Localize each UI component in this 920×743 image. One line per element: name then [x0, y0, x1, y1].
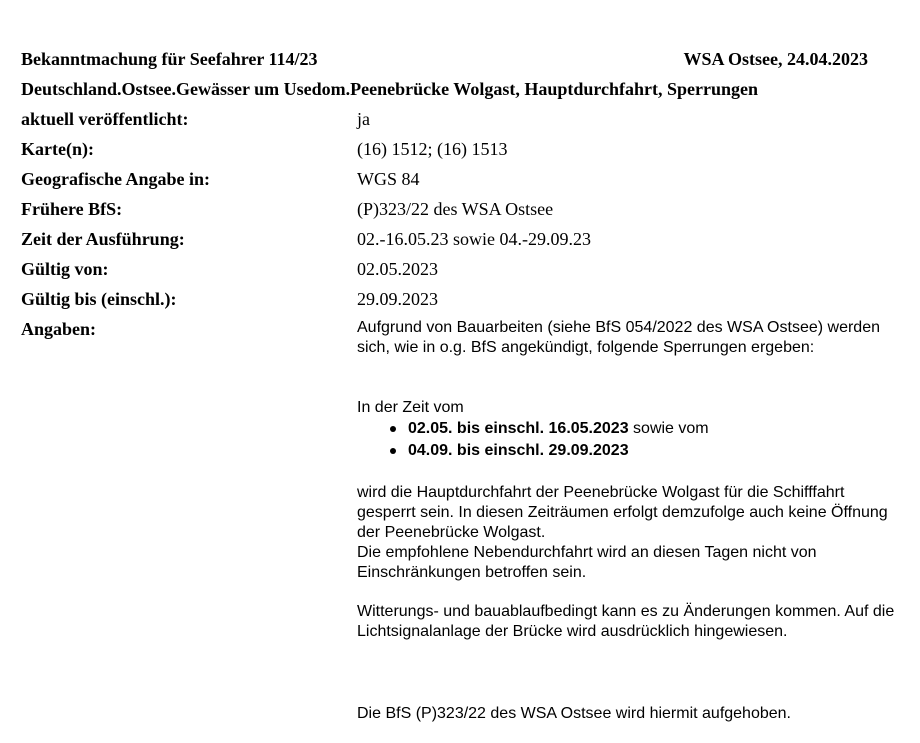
field-value-valid-from: 02.05.2023: [357, 259, 438, 279]
issuer-date: WSA Ostsee, 24.04.2023: [683, 49, 868, 69]
field-value-valid-until: 29.09.2023: [357, 289, 438, 309]
details-intro-text: Aufgrund von Bauarbeiten (siehe BfS 054/2022 des WSA Ostsee) werden sich, wie in o.g. BfS angekündigt, folgende Sperrungen ergeben:: [357, 319, 880, 356]
bullet-icon: [390, 448, 396, 454]
field-label-valid-until: Gültig bis (einschl.):: [21, 289, 177, 309]
field-label-valid-from: Gültig von:: [21, 259, 109, 279]
field-label-details: Angaben:: [21, 319, 97, 339]
period-range: 04.09. bis einschl. 29.09.2023: [408, 442, 629, 459]
details-closure: [357, 483, 897, 583]
field-value-execution-time: 02.-16.05.23 sowie 04.-29.09.23: [357, 229, 591, 249]
field-label-execution-time: Zeit der Ausführung:: [21, 229, 185, 249]
bullet-icon: [390, 426, 396, 432]
field-label-previous-notice: Frühere BfS:: [21, 199, 123, 219]
period-list: [357, 418, 897, 462]
period-range: 02.05. bis einschl. 16.05.2023: [408, 420, 629, 437]
details-weather: [357, 602, 897, 642]
details-repeal: [357, 704, 897, 724]
closure-text: wird die Hauptdurchfahrt der Peenebrücke Wolgast für die Schifffahrt gesperrt sein. In diesen Zeiträumen erfolgt demzufolge auch keine Öffnung der Peenebrücke Wolgast.: [357, 484, 888, 541]
period-suffix: sowie vom: [628, 420, 709, 437]
details-periods: [357, 398, 897, 462]
field-value-published: ja: [357, 109, 370, 129]
field-value-previous-notice: (P)323/22 des WSA Ostsee: [357, 199, 554, 219]
details-intro: [357, 318, 897, 358]
field-label-geo-reference: Geografische Angabe in:: [21, 169, 210, 189]
weather-text: Witterungs- und bauablaufbedingt kann es zu Änderungen kommen. Auf die Lichtsignalanlage der Brücke wird ausdrücklich hingewiesen.: [357, 603, 895, 640]
period-item: [357, 440, 897, 462]
field-label-charts: Karte(n):: [21, 139, 94, 159]
field-value-geo-reference: WGS 84: [357, 169, 420, 189]
period-item: [357, 418, 897, 440]
repeal-text: Die BfS (P)323/22 des WSA Ostsee wird hiermit aufgehoben.: [357, 705, 791, 722]
field-value-charts: (16) 1512; (16) 1513: [357, 139, 508, 159]
notice-title: Bekanntmachung für Seefahrer 114/23: [21, 49, 318, 69]
alternate-passage-text: Die empfohlene Nebendurchfahrt wird an diesen Tagen nicht von Einschränkungen betroffen sein.: [357, 544, 817, 581]
period-lead-text: In der Zeit vom: [357, 399, 464, 416]
field-label-published: aktuell veröffentlicht:: [21, 109, 189, 129]
notice-subject: Deutschland.Ostsee.Gewässer um Usedom.Peenebrücke Wolgast, Hauptdurchfahrt, Sperrungen: [21, 79, 759, 99]
